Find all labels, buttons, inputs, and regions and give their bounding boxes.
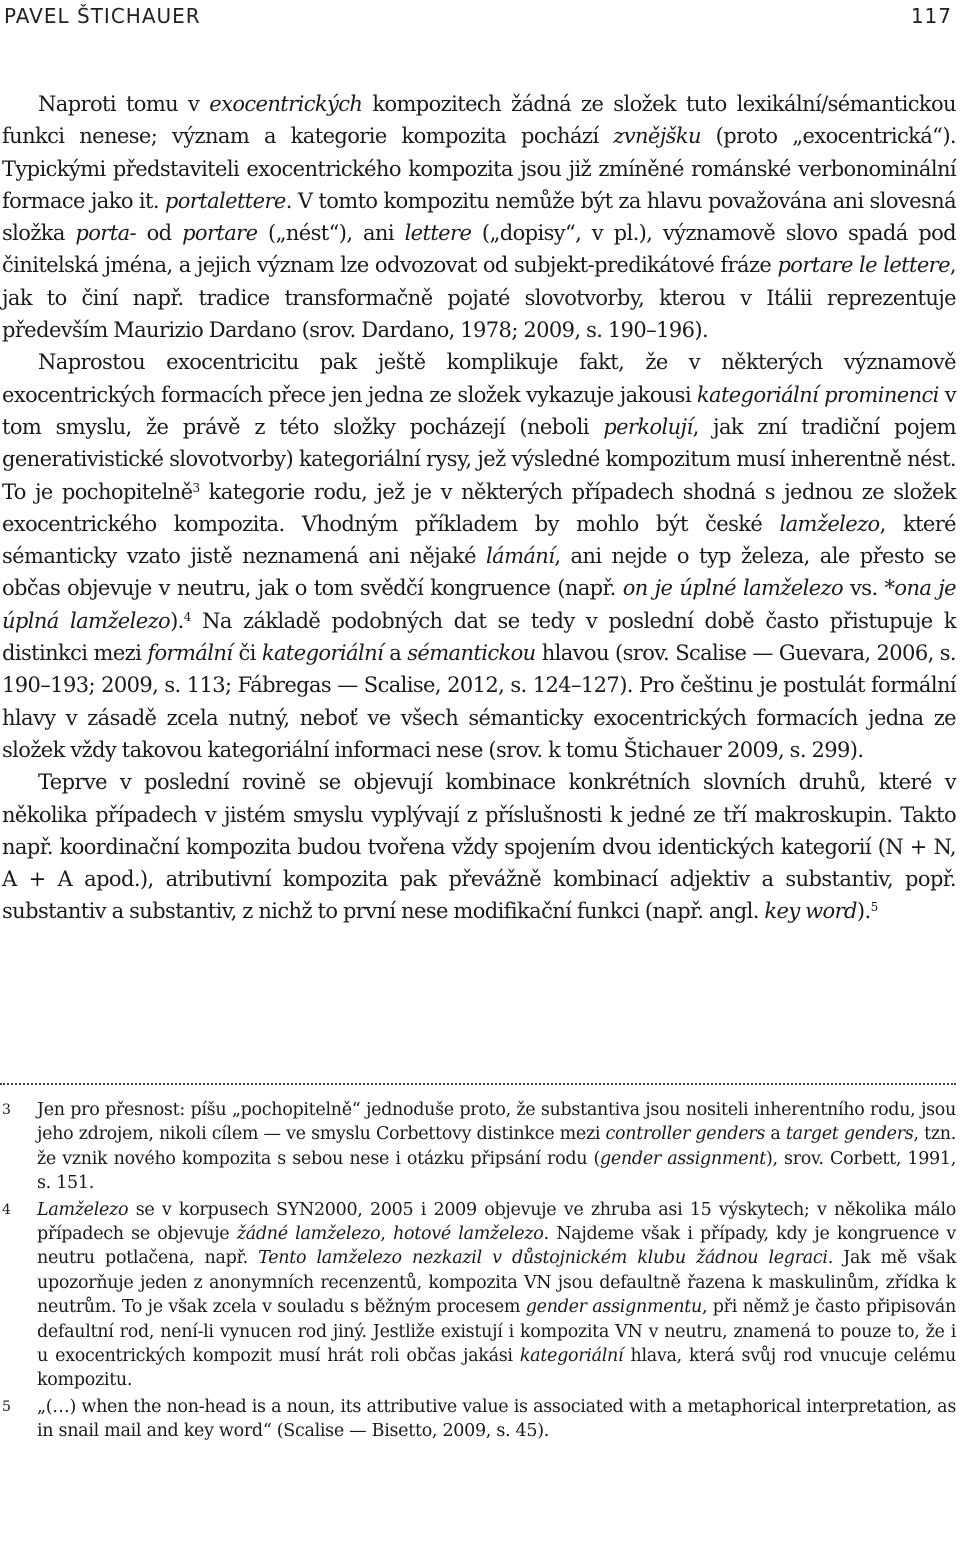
text-run: v tom smyslu, že právě z této složky pocházejí (neboli bbox=[2, 382, 957, 439]
text-run: Naprostou exocentricitu pak ještě komplikuje fakt, že v některých významově exocentrických formacích přece jen jedna ze složek vykazuje jakousi bbox=[2, 350, 956, 407]
italic-term: Tento lamželezo nezkazil v důstojnickém klubu žádnou legraci bbox=[258, 1248, 828, 1269]
main-text bbox=[2, 88, 956, 928]
footnote-reference[interactable]: 4 bbox=[183, 609, 191, 624]
italic-term: portare bbox=[182, 221, 258, 246]
italic-term: lámání bbox=[486, 544, 555, 569]
text-run: ), srov. Corbett, 1991, s. 151. bbox=[37, 1148, 956, 1194]
text-run: kategorie rodu, jež je v některých případech shodná s jednou ze složek exocentrického kompozita. Vhodným příkladem by mohlo být české bbox=[2, 479, 956, 536]
italic-term: kategoriální bbox=[519, 1346, 624, 1367]
italic-term: exocentrických bbox=[209, 92, 363, 116]
text-run: , ani nejde o typ železa, ale přesto se občas objevuje v neutru, jak o tom svědčí kongruence (např. bbox=[2, 544, 956, 601]
text-run: „(…) when the non-head is a noun, its attributive value is associated with a metaphorical interpretation, as in snail mail and key word“ (Scalise — Bisetto, 2009, s. 45). bbox=[37, 1396, 956, 1442]
italic-term: zvnějšku bbox=[613, 124, 701, 149]
footnote-text bbox=[37, 1200, 956, 1391]
footnote-separator bbox=[0, 1083, 956, 1085]
italic-term: kategoriální prominenci bbox=[696, 382, 939, 407]
italic-term: lamželezo bbox=[779, 511, 880, 536]
italic-term: portalettere bbox=[164, 188, 286, 213]
text-run: hlavou (srov. Scalise — Guevara, 2006, s. 190–193; 2009, s. 113; Fábregas — Scalise, 2012, s. 124–127). Pro češtinu je postulát formální hlavy v zásadě zcela nutný, neboť ve všech sémanticky exocentrických formacích jedna ze složek vždy takovou kategoriální informaci nese (srov. k tomu Štichauer 2009, s. 299). bbox=[2, 641, 957, 762]
text-run: ). bbox=[856, 899, 871, 924]
text-run: , při němž je často připisován defaultní rod, není-li vynucen rod jiný. Jestliže existují i kompozita VN v neutru, znamená to pouze to, že i u exocentrických kompozit musí hrát roli občas jakási bbox=[37, 1297, 956, 1367]
italic-term: on je úplné lamželezo bbox=[622, 576, 844, 601]
italic-term: lettere bbox=[404, 221, 472, 246]
text-run: hlava, která svůj rod vnucuje celému kompozitu. bbox=[37, 1346, 957, 1391]
italic-term: Lamželezo bbox=[37, 1199, 129, 1220]
italic-term: hotové lamželezo bbox=[393, 1224, 544, 1245]
text-run: . Najdeme však i případy, kdy je kongruence v neutru potlačena, např. bbox=[37, 1224, 957, 1269]
text-run: Na základě podobných dat se tedy v poslední době často přistupuje k distinkci mezi bbox=[2, 608, 956, 666]
text-run: , jak zní tradiční pojem generativistické slovotvorby) kategoriální rysy, jež výsledné kompozitum musí inherentně nést. To je pochopitelně bbox=[2, 414, 956, 504]
text-run: se v korpusech SYN2000, 2005 i 2009 objevuje ve zhruba asi 15 výskytech; v několika málo případech se objevuje bbox=[37, 1199, 956, 1245]
italic-term: sémantickou bbox=[407, 641, 536, 666]
text-run: , které sémanticky vzato jistě neznamená ani nějaké bbox=[2, 511, 956, 569]
text-run: . V tomto kompozitu nemůže být za hlavu považována ani slovesná složka bbox=[2, 188, 956, 246]
text-run: , jak to činí např. tradice transformačně pojaté slovotvorby, kterou v Itálii reprezentuje především Maurizio Dardano (srov. Dardano, 1978; 2009, s. 190–196). bbox=[2, 253, 956, 343]
footnotes bbox=[0, 1098, 956, 1446]
italic-term: portare le lettere bbox=[777, 253, 950, 278]
italic-term: gender assignment bbox=[600, 1148, 766, 1169]
running-header bbox=[0, 0, 960, 30]
text-run: a bbox=[765, 1124, 786, 1145]
text-run: . Jak mě však upozorňuje jeden z anonymních recenzentů, kompozita VN jsou defaultně řazena k maskulinům, zřídka k neutrům. To je však zcela v souladu s běžným procesem bbox=[37, 1248, 956, 1318]
footnote bbox=[0, 1395, 956, 1444]
paragraph bbox=[2, 766, 956, 927]
text-run: („dopisy“, v pl.), významově slovo spadá pod činitelská jména, a jejich význam lze odvozovat od subjekt-predikátové fráze bbox=[2, 221, 956, 278]
italic-term: gender assignmentu bbox=[525, 1297, 702, 1318]
italic-term: target genders bbox=[785, 1124, 914, 1145]
footnote-text bbox=[37, 1397, 956, 1441]
footnote-number: 4 bbox=[2, 1201, 11, 1218]
text-run: , tzn. že vznik nového kompozita s sebou nese i otázku připsání rodu ( bbox=[37, 1124, 956, 1169]
footnote-number: 5 bbox=[2, 1398, 11, 1415]
footnote bbox=[0, 1098, 956, 1196]
italic-term: key word bbox=[764, 899, 857, 924]
paragraph bbox=[2, 88, 956, 346]
italic-term: žádné lamželezo bbox=[236, 1224, 381, 1245]
text-run: („nést“), ani bbox=[257, 221, 405, 246]
text-run: a bbox=[383, 641, 408, 666]
footnote-text bbox=[37, 1100, 956, 1193]
italic-term: perkolují bbox=[603, 414, 693, 439]
text-run: ). bbox=[170, 608, 184, 633]
footnote-reference[interactable]: 5 bbox=[870, 900, 878, 915]
footnote-number: 3 bbox=[2, 1102, 11, 1118]
text-run: od bbox=[136, 221, 183, 246]
text-run: (proto „exocentrická“). Typickými představiteli exocentrického kompozita jsou již zmíněné románské verbonominální formace jako it. bbox=[2, 124, 956, 213]
text-run: Teprve v poslední rovině se objevují kombinace konkrétních slovních druhů, které v několika případech v jistém smyslu vyplývají z příslušnosti k jedné ze tří makroskupin. Takto např. koordinační kompozita budou tvořena vždy spojením dvou identických kategorií (N + N, A + A apod.), atributivní kompozita pak převážně kombinací adjektiv a substantiv, popř. substantiv a substantiv, z nichž to první nese modifikační funkci (např. angl. bbox=[2, 770, 956, 924]
italic-term: *ona je úplná lamželezo bbox=[2, 576, 956, 633]
page-number: 117 bbox=[910, 4, 952, 28]
italic-term: controller genders bbox=[605, 1124, 765, 1145]
italic-term: porta- bbox=[75, 221, 137, 246]
italic-term: formální bbox=[147, 641, 233, 666]
text-run: Naproti tomu v bbox=[38, 92, 210, 116]
text-run: vs. bbox=[843, 576, 885, 601]
footnote-reference[interactable]: 3 bbox=[192, 480, 200, 495]
italic-term: kategoriální bbox=[261, 641, 384, 666]
paragraph bbox=[2, 346, 956, 766]
text-run: kompozitech žádná ze složek tuto lexikální/sémantickou funkci nenese; význam a kategorie kompozita pochází bbox=[2, 92, 956, 149]
text-run: Jen pro přesnost: píšu „pochopitelně“ jednoduše proto, že substantiva jsou nositeli inherentního rodu, jsou jeho zdrojem, nikoli cílem — ve smyslu Corbettovy distinkce mezi bbox=[37, 1100, 956, 1145]
text-run: či bbox=[232, 641, 262, 666]
running-header-author: PAVEL ŠTICHAUER bbox=[4, 4, 201, 28]
footnote bbox=[0, 1198, 956, 1393]
text-run: , bbox=[380, 1224, 394, 1245]
